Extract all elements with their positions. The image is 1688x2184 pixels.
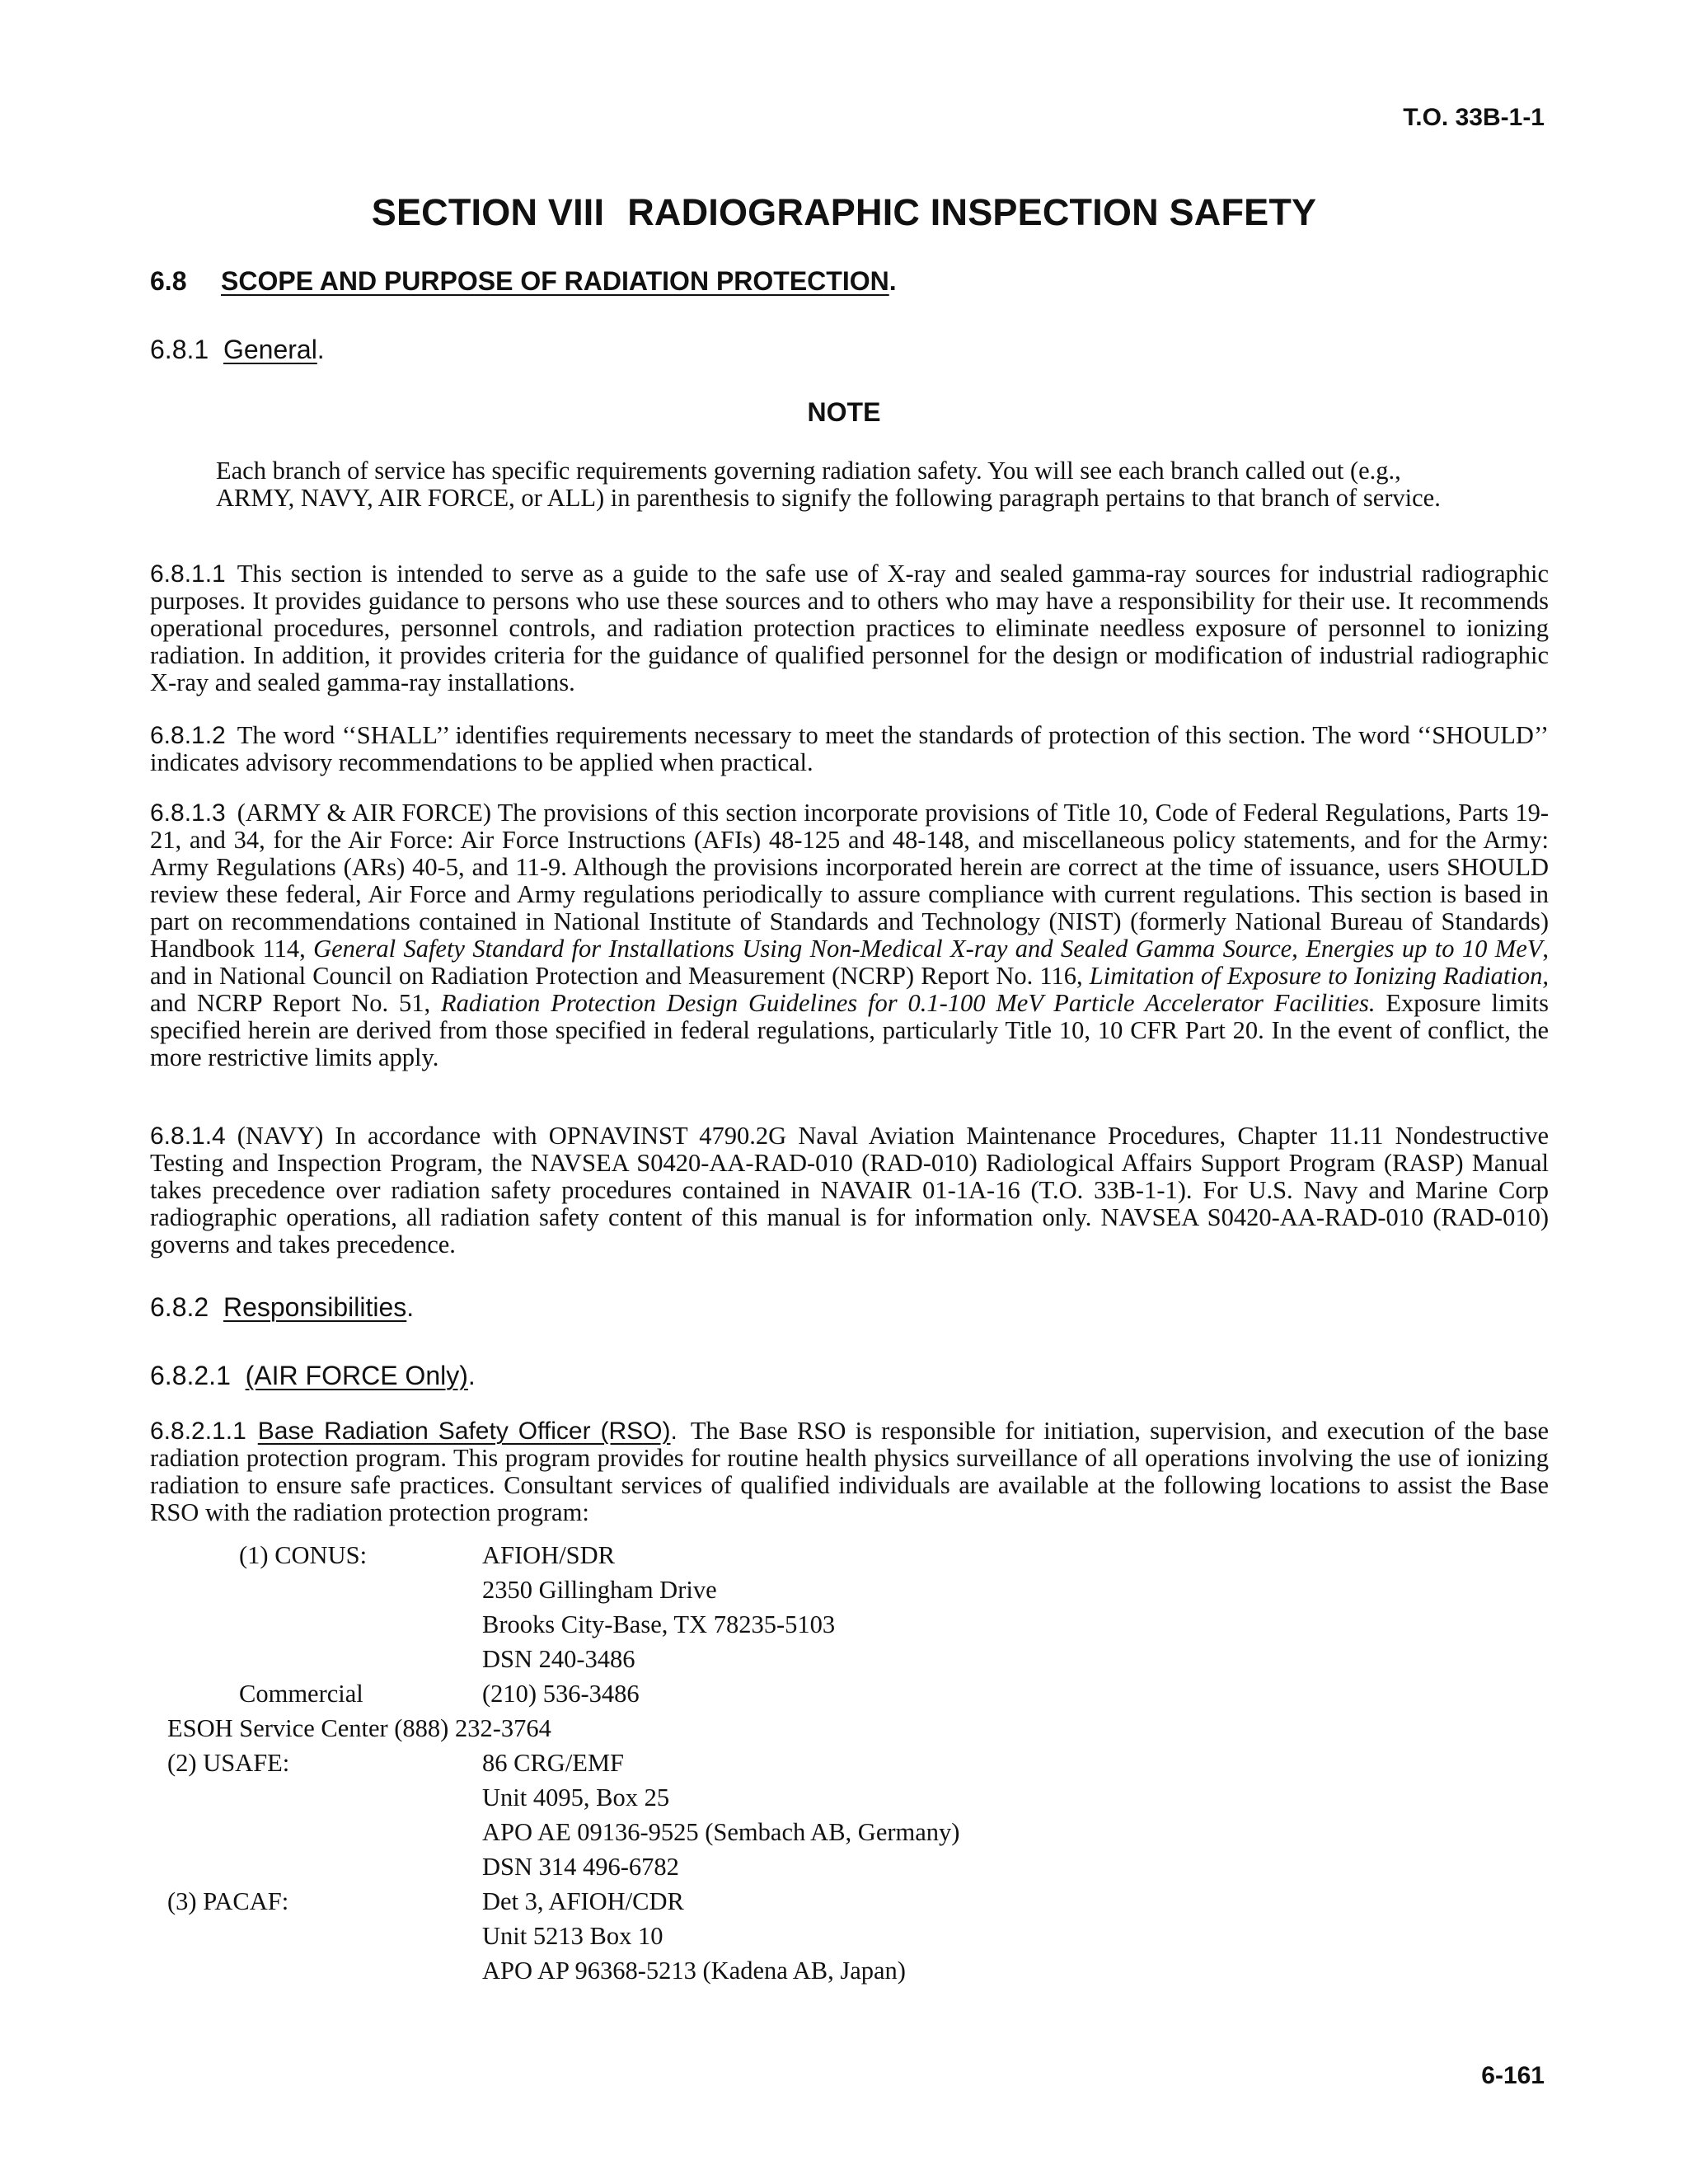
paragraph-text: Exposure limits specified herein are derived from those specified in federal regulations, particularly Title 10, 10 CFR Part 20. In the event of conflict, the more restrictive limits apply.: [150, 989, 1549, 1071]
heading-6-8-2: [150, 1292, 414, 1323]
heading-period: .: [406, 1292, 415, 1322]
paragraph-number: 6.8.1.3: [150, 799, 226, 827]
heading-period: .: [889, 266, 897, 296]
heading-period: .: [467, 1361, 476, 1390]
address-line: APO AP 96368-5213 (Kadena AB, Japan): [482, 1957, 906, 1985]
heading-title: General: [223, 335, 317, 364]
heading-6-8-2-1: [150, 1361, 476, 1391]
note-text: Each branch of service has specific requirements governing radiation safety. You will see each branch called out (e.g., ARMY, NAVY, AIR FORCE, or ALL) in parenthesis to signify the following paragraph pertains to that branch of service.: [216, 457, 1441, 512]
paragraph-text: , and in National Council on Radiation Protection and Measurement (NCRP) Report No. 116,: [150, 935, 1549, 990]
heading-title: SCOPE AND PURPOSE OF RADIATION PROTECTION: [221, 266, 889, 296]
usafe-label: (2) USAFE:: [167, 1749, 290, 1777]
heading-number: 6.8.1: [150, 335, 209, 364]
citation-title: Limitation of Exposure to Ionizing Radiation,: [1089, 962, 1549, 990]
heading-number: 6.8: [150, 266, 187, 296]
note-label: NOTE: [807, 397, 881, 427]
esoh-service-center: ESOH Service Center (888) 232-3764: [167, 1714, 551, 1742]
commercial-phone: (210) 536-3486: [482, 1680, 640, 1708]
heading-title: (AIR FORCE Only): [245, 1361, 468, 1390]
paragraph-number: 6.8.2.1.1: [150, 1418, 246, 1445]
address-line: DSN 240-3486: [482, 1645, 635, 1673]
paragraph-6-8-1-4: [150, 1122, 1549, 1258]
paragraph-text: The Base RSO is responsible for initiation, supervision, and execution of the base radiation protection program. This program provides for routine health physics surveillance of all operations involving the use of ionizing radiation to ensure safe practices. Consultant services of qualified individuals are available at the following locations to assist the Base RSO with the radiation protection program:: [150, 1417, 1549, 1526]
section-title: [0, 191, 1688, 234]
section-number: SECTION VIII: [371, 191, 605, 233]
address-line: Brooks City-Base, TX 78235-5103: [482, 1610, 836, 1638]
address-line: AFIOH/SDR: [482, 1541, 616, 1569]
section-title-text: RADIOGRAPHIC INSPECTION SAFETY: [627, 191, 1317, 233]
address-line: APO AE 09136-9525 (Sembach AB, Germany): [482, 1818, 960, 1846]
paragraph-heading: Base Radiation Safety Officer (RSO).: [257, 1418, 678, 1445]
paragraph-6-8-1-3: [150, 799, 1549, 1071]
paragraph-text: The word ‘‘SHALL’’ identifies requirements necessary to meet the standards of protection of this section. The word ‘‘SHOULD’’ indicates advisory recommendations to be applied when practical.: [150, 721, 1549, 776]
address-list: [0, 1541, 1688, 2003]
address-line: DSN 314 496-6782: [482, 1853, 679, 1881]
commercial-label: Commercial: [239, 1680, 363, 1708]
heading-number: 6.8.2: [150, 1292, 209, 1322]
paragraph-text: (NAVY) In accordance with OPNAVINST 4790.2G Naval Aviation Maintenance Procedures, Chapter 11.11 Nondestructive Testing and Inspection Program, the NAVSEA S0420-AA-RAD-010 (RAD-010) Radiological Affairs Support Program (RASP) Manual takes precedence over radiation safety procedures contained in NAVAIR 01-1A-16 (T.O. 33B-1-1). For U.S. Navy and Marine Corp radiographic operations, all radiation safety content of this manual is for information only. NAVSEA S0420-AA-RAD-010 (RAD-010) governs and takes precedence.: [150, 1122, 1549, 1258]
paragraph-number: 6.8.1.2: [150, 722, 226, 749]
address-line: Det 3, AFIOH/CDR: [482, 1887, 684, 1915]
conus-label: (1) CONUS:: [239, 1541, 368, 1569]
address-line: 86 CRG/EMF: [482, 1749, 625, 1777]
paragraph-text: and NCRP Report No. 51,: [150, 989, 442, 1017]
paragraph-text: This section is intended to serve as a guide to the safe use of X-ray and sealed gamma-ray sources for industrial radiographic purposes. It provides guidance to persons who use these sources and to others who may have a responsibility for their use. It recommends operational procedures, personnel controls, and radiation protection practices to eliminate needless exposure of personnel to ionizing radiation. In addition, it provides criteria for the guidance of qualified personnel for the design or modification of industrial radiographic X-ray and sealed gamma-ray installations.: [150, 560, 1549, 696]
paragraph-number: 6.8.1.1: [150, 560, 226, 588]
paragraph-number: 6.8.1.4: [150, 1122, 226, 1150]
heading-6-8: [150, 266, 897, 297]
address-line: 2350 Gillingham Drive: [482, 1576, 717, 1604]
paragraph-6-8-1-2: [150, 722, 1549, 776]
heading-number: 6.8.2.1: [150, 1361, 231, 1390]
document-id: T.O. 33B-1-1: [1403, 104, 1545, 131]
paragraph-text: (ARMY & AIR FORCE) The provisions of this section incorporate provisions of Title 10, Code of Federal Regulations, Parts 19-21, and 34, for the Air Force: Air Force Instructions (AFIs) 48-125 and 48-148, and miscellaneous policy statements, and for the Army: Army Regulations (ARs) 40-5, and 11-9. Although the provisions incorporated herein are correct at the time of issuance, users SHOULD review these federal, Air Force and Army regulations periodically to assure compliance with current regulations. This section is based in part on recommendations contained in National Institute of Standards and Technology (NIST) (formerly National Bureau of Standards) Handbook 114,: [150, 799, 1549, 963]
address-line: Unit 5213 Box 10: [482, 1922, 663, 1950]
heading-6-8-1: [150, 335, 325, 365]
pacaf-label: (3) PACAF:: [167, 1887, 289, 1915]
heading-title: Responsibilities: [223, 1292, 407, 1322]
page-number: 6-161: [1481, 2062, 1545, 2089]
heading-period: .: [316, 335, 325, 364]
citation-title: Radiation Protection Design Guidelines for 0.1-100 MeV Particle Accelerator Facilities.: [441, 989, 1376, 1017]
citation-title: General Safety Standard for Installations Using Non-Medical X-ray and Sealed Gamma Source, Energies up to 10 MeV: [313, 935, 1543, 963]
paragraph-6-8-1-1: [150, 560, 1549, 696]
address-line: Unit 4095, Box 25: [482, 1783, 670, 1811]
paragraph-6-8-2-1-1: [150, 1418, 1549, 1526]
